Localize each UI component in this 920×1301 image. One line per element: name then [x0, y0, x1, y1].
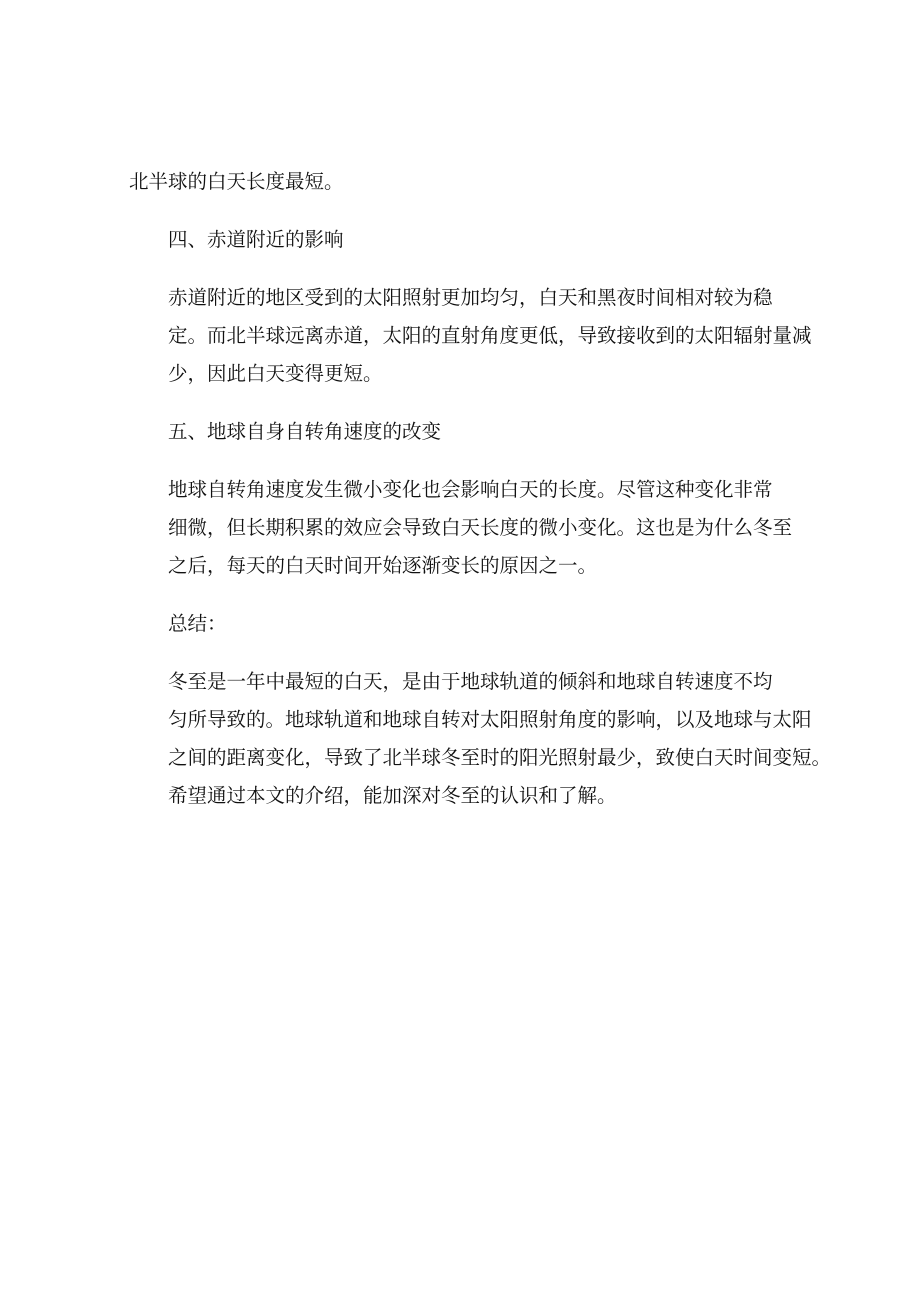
section-heading-summary — [129, 605, 809, 643]
heading-text: 四、赤道附近的影响 — [168, 228, 344, 251]
text-line: 细微，但长期积累的效应会导致白天长度的微小变化。这也是为什么冬至 — [168, 516, 793, 539]
text-line: 冬至是一年中最短的白天，是由于地球轨道的倾斜和地球自转速度不均 — [168, 670, 773, 693]
text-line: 赤道附近的地区受到的太阳照射更加均匀，白天和黑夜时间相对较为稳 — [168, 286, 773, 309]
paragraph-rotation — [129, 471, 809, 585]
paragraph-equator — [129, 279, 812, 393]
paragraph-continuation — [129, 163, 809, 201]
text-line: 定。而北半球远离赤道，太阳的直射角度更低，导致接收到的太阳辐射量减 — [168, 324, 812, 347]
text-line: 之间的距离变化，导致了北半球冬至时的阳光照射最少，致使白天时间变短。 — [168, 746, 832, 769]
text-line: 匀所导致的。地球轨道和地球自转对太阳照射角度的影响，以及地球与太阳 — [168, 708, 812, 731]
text-line: 之后，每天的白天时间开始逐渐变长的原因之一。 — [168, 554, 598, 577]
paragraph-summary — [129, 663, 832, 815]
text-line: 北半球的白天长度最短。 — [129, 170, 344, 193]
section-heading-rotation — [129, 413, 809, 451]
section-heading-equator — [129, 221, 809, 259]
text-line: 少，因此白天变得更短。 — [168, 362, 383, 385]
text-line: 希望通过本文的介绍，能加深对冬至的认识和了解。 — [168, 784, 617, 807]
heading-text: 五、地球自身自转角速度的改变 — [168, 420, 442, 443]
document-body — [129, 163, 832, 815]
heading-text: 总结： — [168, 612, 227, 635]
text-line: 地球自转角速度发生微小变化也会影响白天的长度。尽管这种变化非常 — [168, 478, 773, 501]
